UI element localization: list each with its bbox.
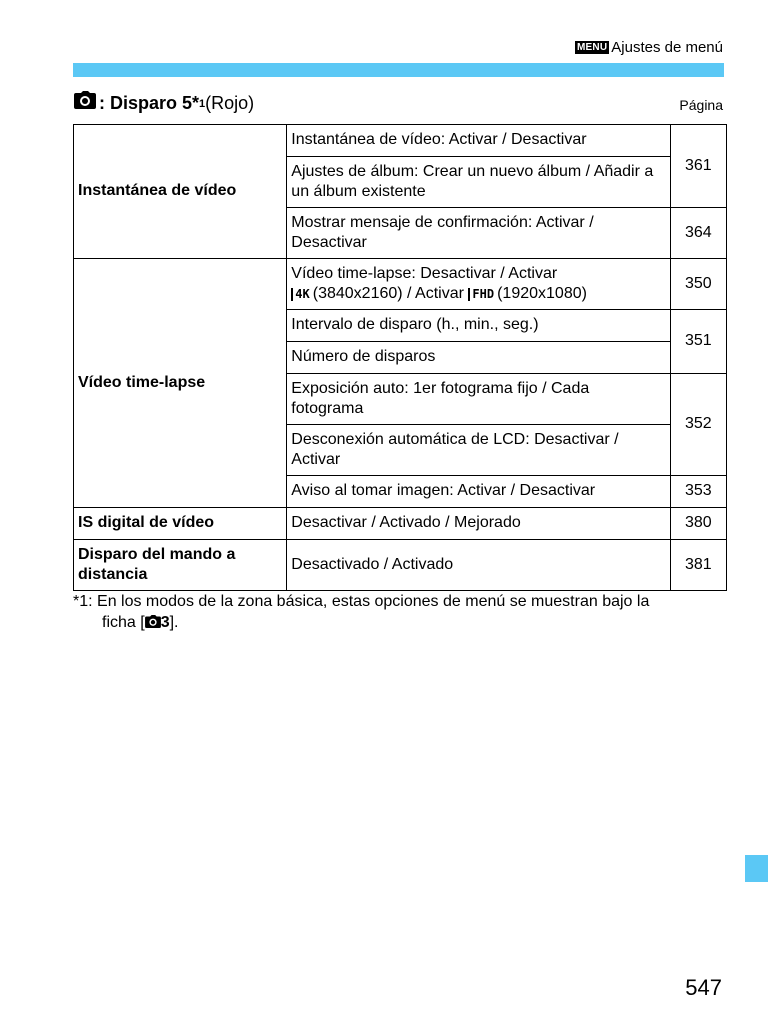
option-cell: Instantánea de vídeo: Activar / Desactivar bbox=[287, 125, 670, 157]
category-cell: Disparo del mando a distancia bbox=[74, 540, 287, 591]
category-cell: IS digital de vídeo bbox=[74, 508, 287, 540]
option-cell: Aviso al tomar imagen: Activar / Desactivar bbox=[287, 476, 670, 508]
option-cell: Número de disparos bbox=[287, 342, 670, 374]
option-cell: Intervalo de disparo (h., min., seg.) bbox=[287, 310, 670, 342]
page-cell: 351 bbox=[670, 310, 726, 374]
option-line: (1920x1080) bbox=[497, 284, 587, 302]
menu-icon: MENU bbox=[577, 42, 608, 53]
option-cell: Desconexión automática de LCD: Desactivar / Activar bbox=[287, 425, 670, 476]
table-row bbox=[74, 540, 727, 591]
option-line: (3840x2160) / Activar bbox=[312, 284, 464, 302]
footnote-text: ]. bbox=[169, 614, 179, 631]
option-cell: Desactivado / Activado bbox=[287, 540, 670, 591]
page-cell: 350 bbox=[670, 259, 726, 310]
chapter-side-tab bbox=[745, 855, 768, 882]
4k-format-icon: 4K bbox=[291, 288, 310, 301]
page-cell: 361 bbox=[670, 125, 726, 208]
category-cell: Instantánea de vídeo bbox=[74, 125, 287, 259]
camera-icon bbox=[145, 615, 161, 628]
running-header bbox=[575, 39, 723, 56]
page-cell: 352 bbox=[670, 374, 726, 476]
table-row bbox=[74, 508, 727, 540]
tab-reference bbox=[145, 614, 170, 631]
option-cell: Mostrar mensaje de confirmación: Activar / Desactivar bbox=[287, 208, 670, 259]
footnote-line: *1: En los modos de la zona básica, estas opciones de menú se muestran bajo la bbox=[73, 593, 650, 610]
section-title-main: : Disparo 5* bbox=[99, 93, 200, 113]
table-row bbox=[74, 125, 727, 157]
page-column-label: Página bbox=[679, 97, 723, 113]
footnote-line bbox=[73, 612, 728, 633]
page-number: 547 bbox=[685, 975, 722, 1000]
page-cell: 364 bbox=[670, 208, 726, 259]
menu-settings-table bbox=[73, 124, 727, 591]
footnote-marker: 1 bbox=[199, 98, 206, 110]
footnote-text: ficha [ bbox=[102, 614, 145, 631]
option-cell: Exposición auto: 1er fotograma fijo / Cada fotograma bbox=[287, 374, 670, 425]
option-cell: Ajustes de álbum: Crear un nuevo álbum / Añadir a un álbum existente bbox=[287, 157, 670, 208]
section-title-suffix: (Rojo) bbox=[205, 93, 255, 113]
page-cell: 381 bbox=[670, 540, 726, 591]
page-cell: 380 bbox=[670, 508, 726, 540]
tab-number: 3 bbox=[160, 614, 170, 631]
camera-icon bbox=[74, 91, 96, 109]
option-cell: Desactivar / Activado / Mejorado bbox=[287, 508, 670, 540]
page-cell: 353 bbox=[670, 476, 726, 508]
running-header-title: Ajustes de menú bbox=[611, 39, 723, 56]
table-row bbox=[74, 259, 727, 310]
option-line: Vídeo time-lapse: Desactivar / Activar bbox=[291, 264, 558, 282]
category-cell: Vídeo time-lapse bbox=[74, 259, 287, 508]
fhd-format-icon: FHD bbox=[468, 288, 495, 301]
header-accent-bar bbox=[73, 63, 724, 77]
option-cell bbox=[287, 259, 670, 310]
footnote bbox=[73, 591, 728, 633]
section-title bbox=[74, 91, 254, 114]
